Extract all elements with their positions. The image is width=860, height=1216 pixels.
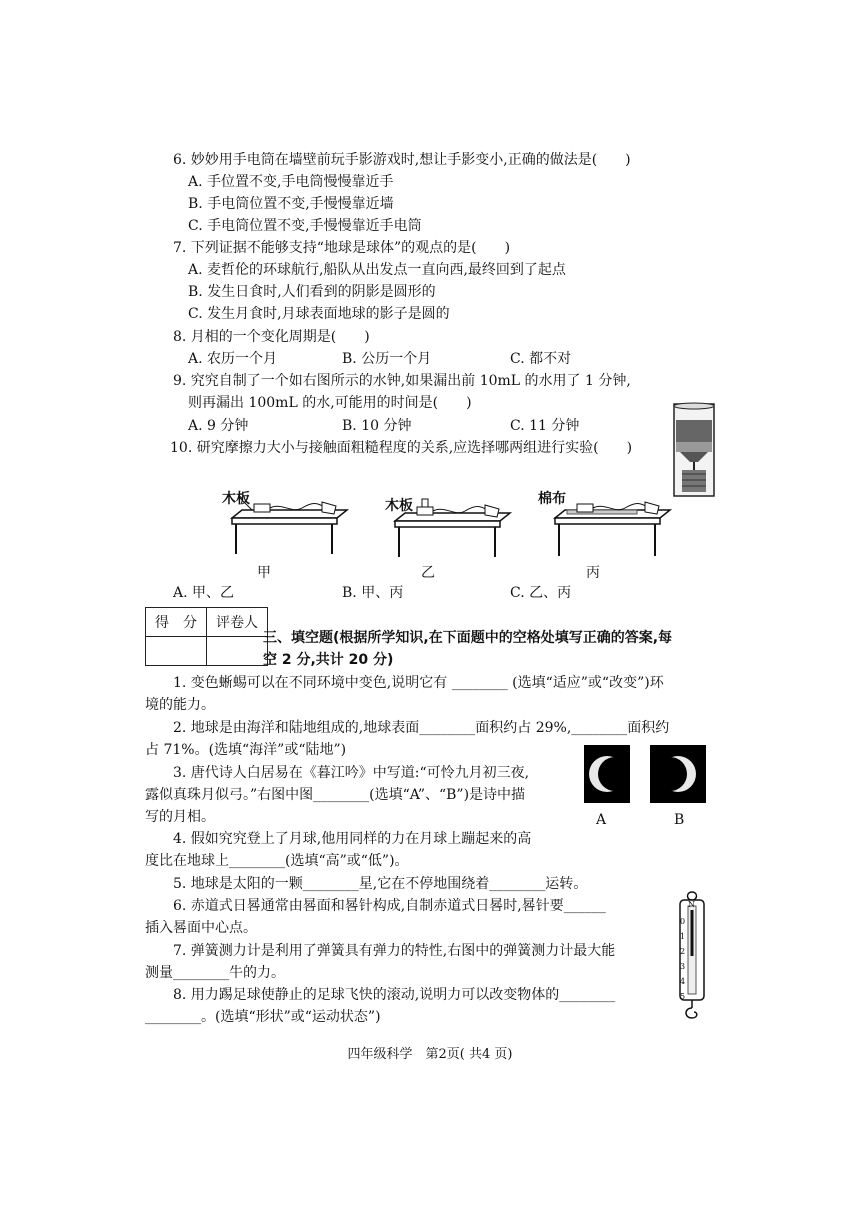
q7-stem: 7. 下列证据不能够支持“地球是球体”的观点的是( ): [173, 240, 511, 256]
friction-figure-2-label: 木板: [385, 498, 413, 514]
tick-0: 0: [680, 917, 686, 926]
fill-q3-line1: 3. 唐代诗人白居易在《暮江吟》中写道:“可怜九月初三夜,: [173, 765, 530, 781]
fill-q7-line1: 7. 弹簧测力计是利用了弹簧具有弹力的特性,右图中的弹簧测力计最大能: [173, 943, 616, 959]
fill-q3-line2: 露似真珠月似弓。”右图中图________(选填“A”、“B”)是诗中描: [145, 787, 526, 803]
tick-5: 5: [680, 992, 686, 1001]
moon-phase-b-image: [650, 745, 706, 807]
fill-q6-line2: 插入晷面中心点。: [145, 920, 257, 936]
q8-stem: 8. 月相的一个变化周期是( ): [173, 329, 370, 345]
water-clock-figure: [670, 402, 718, 502]
q9-stem-line1: 9. 究究自制了一个如右图所示的水钟,如果漏出前 10mL 的水用了 1 分钟,: [173, 373, 631, 389]
spring-scale-unit: N: [688, 900, 695, 909]
moon-phase-a-image: [584, 745, 630, 807]
fill-q5: 5. 地球是太阳的一颗________星,它在不停地围绕着________运转。: [173, 876, 588, 892]
q8-option-c: C. 都不对: [510, 351, 572, 367]
q6-stem: 6. 妙妙用手电筒在墙壁前玩手影游戏时,想让手影变小,正确的做法是( ): [173, 152, 631, 168]
spring-scale-figure: [672, 890, 712, 1024]
fill-q8-line2: ________。(选填“形状”或“运动状态”): [145, 1009, 381, 1025]
tick-1: 1: [680, 932, 686, 941]
fill-q4-line2: 度比在地球上________(选填“高”或“低”)。: [145, 853, 409, 869]
section3-title-line2: 空 2 分,共计 20 分): [263, 652, 394, 668]
tick-2: 2: [680, 947, 686, 956]
q7-option-b: B. 发生日食时,人们看到的阴影是圆形的: [188, 284, 436, 300]
score-table: [145, 607, 268, 666]
fill-q2-line1: 2. 地球是由海洋和陆地组成的,地球表面________面积约占 29%,________面积约: [173, 720, 670, 736]
score-cell[interactable]: [146, 637, 207, 666]
q9-option-a: A. 9 分钟: [188, 418, 249, 434]
tick-3: 3: [680, 962, 686, 971]
friction-figure-1-label: 木板: [222, 491, 250, 507]
q6-option-a: A. 手位置不变,手电筒慢慢靠近手: [188, 174, 394, 190]
fill-q8-line1: 8. 用力踢足球使静止的足球飞快的滚动,说明力可以改变物体的________: [173, 987, 616, 1003]
grader-cell[interactable]: [207, 637, 268, 666]
fill-q6-line1: 6. 赤道式日晷通常由晷面和晷针构成,自制赤道式日晷时,晷针要______: [173, 898, 606, 914]
caption-yi: 乙: [421, 565, 435, 581]
q8-option-a: A. 农历一个月: [188, 351, 278, 367]
q8-option-b: B. 公历一个月: [342, 351, 432, 367]
q7-option-a: A. 麦哲伦的环球航行,船队从出发点一直向西,最终回到了起点: [188, 262, 566, 278]
moon-label-a: A: [596, 812, 607, 828]
q7-option-c: C. 发生月食时,月球表面地球的影子是圆的: [188, 306, 450, 322]
q10-option-c: C. 乙、丙: [510, 585, 572, 601]
q10-stem: 10. 研究摩擦力大小与接触面粗糙程度的关系,应选择哪两组进行实验( ): [170, 440, 633, 456]
fill-q7-line2: 测量________牛的力。: [145, 965, 285, 981]
q9-stem-line2: 则再漏出 100mL 的水,可能用的时间是( ): [188, 395, 472, 411]
q9-option-b: B. 10 分钟: [342, 418, 412, 434]
fill-q1-line1: 1. 变色蜥蜴可以在不同环境中变色,说明它有 ________ (选填“适应”或“改变”)环: [173, 675, 664, 691]
fill-q2-line2: 占 71%。(选填“海洋”或“陆地”): [145, 742, 347, 758]
section3-title-line1: 三、填空题(根据所学知识,在下面题中的空格处填写正确的答案,每: [263, 630, 673, 646]
q10-option-b: B. 甲、丙: [342, 585, 404, 601]
q6-option-c: C. 手电筒位置不变,手慢慢靠近手电筒: [188, 218, 422, 234]
caption-jia: 甲: [257, 565, 271, 581]
page-footer: 四年级科学 第2页( 共4 页): [347, 1047, 513, 1062]
score-header: 得 分: [146, 608, 207, 637]
friction-figure-3-label: 棉布: [538, 491, 566, 507]
fill-q3-line3: 写的月相。: [145, 809, 215, 825]
grader-header: 评卷人: [207, 608, 268, 637]
tick-4: 4: [680, 977, 686, 986]
fill-q1-line2: 境的能力。: [145, 697, 215, 713]
caption-bing: 丙: [586, 565, 600, 581]
moon-label-b: B: [674, 812, 685, 828]
fill-q4-line1: 4. 假如究究登上了月球,他用同样的力在月球上蹦起来的高: [173, 831, 532, 847]
q10-option-a: A. 甲、乙: [173, 585, 235, 601]
q6-option-b: B. 手电筒位置不变,手慢慢靠近墙: [188, 196, 394, 212]
q9-option-c: C. 11 分钟: [510, 418, 580, 434]
spring-scale-ticks-left: [680, 914, 685, 1004]
